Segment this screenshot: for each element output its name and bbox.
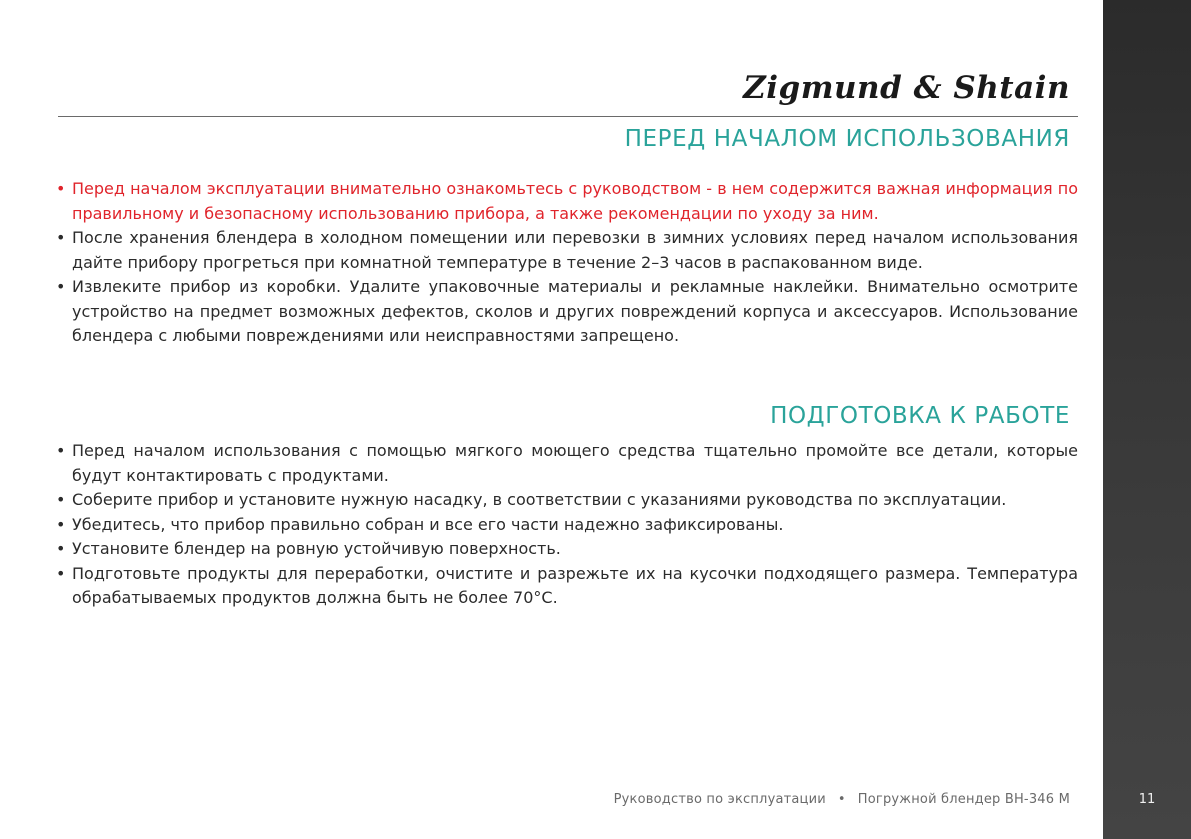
list-item: • Убедитесь, что прибор правильно собран и все его части надежно зафиксированы. [56, 513, 1078, 538]
list-item: • Перед началом использования с помощью мягкого моющего средства тщательно промойте все детали, которые будут контактировать с продуктами. [56, 439, 1078, 488]
list-item: • Извлеките прибор из коробки. Удалите упаковочные материалы и рекламные наклейки. Внимательно осмотрите устройство на предмет возможных дефектов, сколов и других повреждений корпуса и аксессуаров. Использование блендера с любыми повреждениями или неисправностями запрещено. [56, 275, 1078, 349]
list-item: • После хранения блендера в холодном помещении или перевозки в зимних условиях перед началом использования дайте прибору прогреться при комнатной температуре в течение 2–3 часов в распакованном виде. [56, 226, 1078, 275]
before-use-list [56, 177, 1078, 349]
list-item: • Перед началом эксплуатации внимательно ознакомьтесь с руководством - в нем содержится важная информация по правильному и безопасному использованию прибора, а также рекомендации по уходу за ним. [56, 177, 1078, 226]
footer-product-name: Погружной блендер BH-346 M [857, 792, 1070, 807]
header-divider [58, 116, 1078, 117]
side-bar [1103, 0, 1191, 839]
list-item: • Соберите прибор и установите нужную насадку, в соответствии с указаниями руководства по эксплуатации. [56, 488, 1078, 513]
brand-logo: Zigmund & Shtain [743, 70, 1070, 106]
page-footer [614, 792, 1070, 807]
page-number: 11 [1138, 792, 1156, 807]
footer-separator: • [837, 792, 846, 807]
section-title-before-use: ПЕРЕД НАЧАЛОМ ИСПОЛЬЗОВАНИЯ [624, 126, 1070, 152]
section-title-preparation: ПОДГОТОВКА К РАБОТЕ [770, 403, 1070, 429]
list-item: • Установите блендер на ровную устойчивую поверхность. [56, 537, 1078, 562]
preparation-list [56, 439, 1078, 611]
list-item: • Подготовьте продукты для переработки, очистите и разрежьте их на кусочки подходящего размера. Температура обрабатываемых продуктов должна быть не более 70°С. [56, 562, 1078, 611]
footer-manual-title: Руководство по эксплуатации [613, 792, 826, 807]
